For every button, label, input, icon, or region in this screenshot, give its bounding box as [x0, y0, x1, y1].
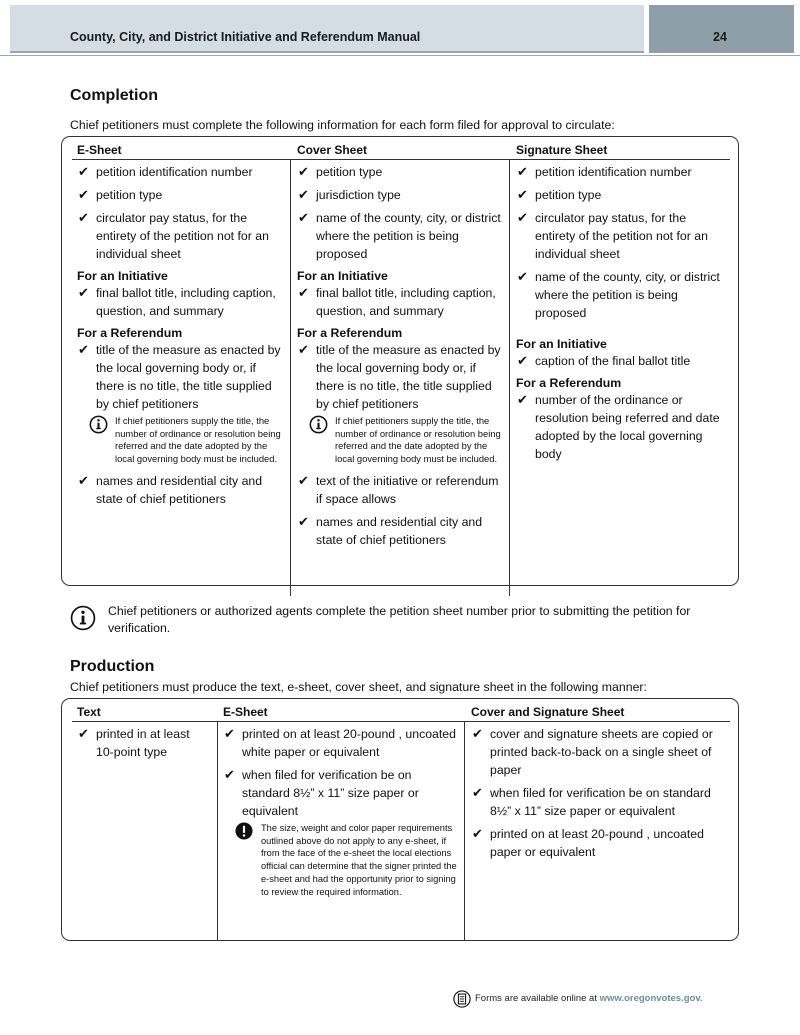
list-item: ✔ final ballot title, including caption, question, and summary [298, 285, 496, 318]
production-heading: Production [70, 658, 155, 675]
list-item: ✔ petition identification number [517, 164, 692, 179]
list-item: ✔ cover and signature sheets are copied or printed back-to-back on a single sheet of paper [472, 726, 713, 777]
production-col-esheet-title: E-Sheet [223, 705, 268, 719]
info-icon [309, 415, 328, 438]
initiative-label: For an Initiative [77, 269, 168, 283]
referendum-label: For a Referendum [77, 326, 183, 340]
header-title-bar [10, 5, 644, 53]
list-item: ✔ final ballot title, including caption, question, and summary [78, 285, 276, 318]
footer-text: Forms are available online at [475, 993, 597, 1004]
info-note: If chief petitioners supply the title, the number of ordinance or resolution being referred and the date adopted by the local governing body must be included. [77, 415, 282, 466]
check-icon: ✔ [78, 342, 89, 357]
check-icon: ✔ [78, 726, 89, 741]
completion-col-esheet-title: E-Sheet [77, 143, 122, 157]
list-item: ✔ circulator pay status, for the entirety of the petition not for an individual sheet [517, 210, 708, 261]
check-icon: ✔ [472, 785, 483, 800]
check-icon: ✔ [298, 513, 309, 529]
list-item: ✔ name of the county, city, or district where the petition is being proposed [298, 210, 501, 261]
list-item: ✔ number of the ordinance or resolution being referred and date adopted by the local governing body [517, 392, 720, 461]
check-icon: ✔ [472, 826, 483, 841]
check-icon: ✔ [78, 164, 89, 179]
list-item: ✔ names and residential city and state of chief petitioners [78, 472, 263, 506]
initiative-label: For an Initiative [516, 337, 607, 351]
list-item: ✔ circulator pay status, for the entirety of the petition not for an individual sheet [78, 210, 269, 261]
check-icon: ✔ [224, 767, 235, 782]
completion-signature-column [516, 163, 721, 468]
header-rule [0, 55, 800, 56]
list-item: ✔ printed in at least 10-point type [78, 726, 190, 759]
check-icon: ✔ [517, 392, 528, 407]
check-icon: ✔ [298, 187, 309, 202]
referendum-label: For a Referendum [297, 326, 403, 340]
referendum-label: For a Referendum [516, 376, 622, 390]
completion-intro: Chief petitioners must complete the following information for each form filed for approval to circulate: [70, 118, 615, 132]
list-item: ✔ caption of the final ballot title [517, 353, 691, 368]
completion-divider-1 [290, 159, 291, 596]
check-icon: ✔ [78, 187, 89, 202]
list-item: ✔ name of the county, city, or district where the petition is being proposed [517, 269, 720, 320]
petition-number-note: Chief petitioners or authorized agents complete the petition sheet number prior to submitting the petition for verification. [70, 603, 710, 637]
check-icon: ✔ [298, 285, 309, 300]
check-icon: ✔ [517, 353, 528, 368]
production-text-column [77, 725, 210, 766]
production-divider-2 [464, 721, 465, 941]
list-item: ✔ names and residential city and state of chief petitioners [298, 513, 483, 547]
check-icon: ✔ [298, 472, 309, 488]
list-item: ✔ petition identification number [78, 164, 253, 179]
info-note: If chief petitioners supply the title, the number of ordinance or resolution being referred and the date adopted by the local governing body must be included. [297, 415, 502, 466]
manual-title: County, City, and District Initiative and Referendum Manual [70, 30, 421, 44]
check-icon: ✔ [78, 285, 89, 300]
production-col-text-title: Text [77, 705, 101, 719]
check-icon: ✔ [298, 342, 309, 357]
check-icon: ✔ [298, 164, 309, 179]
check-icon: ✔ [517, 269, 528, 284]
list-item: ✔ petition type [517, 187, 602, 202]
production-col-cover-signature-title: Cover and Signature Sheet [471, 705, 625, 719]
production-esheet-column [223, 725, 457, 904]
list-item: ✔ printed on at least 20-pound , uncoated paper or equivalent [472, 826, 704, 859]
info-icon [89, 415, 108, 438]
check-icon: ✔ [517, 187, 528, 202]
info-icon [70, 605, 96, 636]
check-icon: ✔ [78, 210, 89, 225]
list-item: ✔ when filed for verification be on standard 8½” x 11” size paper or equivalent [472, 785, 711, 818]
production-cover-signature-column [471, 725, 726, 866]
production-header-rule [72, 721, 730, 722]
list-item: ✔ when filed for verification be on standard 8½” x 11” size paper or equivalent [224, 767, 419, 818]
production-intro: Chief petitioners must produce the text, e-sheet, cover sheet, and signature sheet in the following manner: [70, 680, 647, 694]
list-item: ✔ title of the measure as enacted by the local governing body or, if there is no title, the title supplied by chief petitioners [298, 342, 501, 411]
warning-icon [235, 822, 253, 844]
page-header [10, 5, 794, 53]
completion-col-signature-title: Signature Sheet [516, 143, 608, 157]
page-number: 24 [713, 30, 727, 44]
oregonvotes-link[interactable]: www.oregonvotes.gov. [599, 993, 703, 1004]
completion-col-cover-title: Cover Sheet [297, 143, 368, 157]
list-item: ✔ jurisdiction type [298, 187, 401, 202]
check-icon: ✔ [472, 726, 483, 741]
check-icon: ✔ [517, 210, 528, 225]
list-item: ✔ printed on at least 20-pound , uncoated white paper or equivalent [224, 726, 456, 759]
completion-esheet-column [77, 163, 282, 513]
completion-header-rule [72, 159, 730, 160]
production-divider-1 [217, 721, 218, 941]
list-item: ✔ petition type [78, 187, 163, 202]
completion-divider-2 [509, 159, 510, 596]
list-item: ✔ title of the measure as enacted by the local governing body or, if there is no title, the title supplied by chief petitioners [78, 342, 281, 411]
document-icon [453, 990, 471, 1011]
list-item: ✔ petition type [298, 164, 383, 179]
initiative-label: For an Initiative [297, 269, 388, 283]
list-item: ✔ text of the initiative or referendum if space allows [298, 472, 499, 506]
completion-cover-column [297, 163, 502, 554]
page-number-box [649, 5, 794, 53]
warning-note: The size, weight and color paper requirements outlined above do not apply to any e-sheet, if from the face of the e-sheet the local elections official can determine that the signer printed the e-sheet and had the opportunity prior to signing to review the required information. [223, 822, 457, 898]
completion-heading: Completion [70, 87, 158, 104]
check-icon: ✔ [517, 164, 528, 179]
check-icon: ✔ [78, 472, 89, 488]
check-icon: ✔ [224, 726, 235, 741]
check-icon: ✔ [298, 210, 309, 225]
